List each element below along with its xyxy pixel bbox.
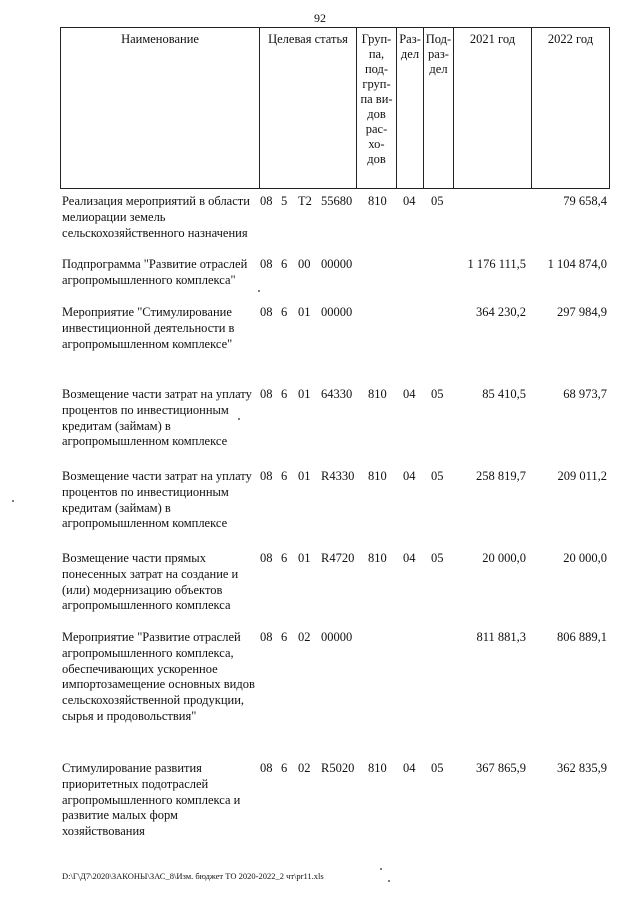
row-code-a: 08 [260,630,273,644]
row-code-d: R4720 [321,551,355,565]
row-name: Стимулирование развития приоритетных подотраслей агропромышленного комплекса и развитие малых форм хозяйствования [62,761,241,839]
row-subsection: 05 [431,761,444,775]
row-code-b: 5 [281,194,288,208]
row-code-b: 6 [281,469,288,483]
header-subsection: Под- раз- дел [424,28,454,188]
row-code-a: 08 [260,551,273,565]
scan-speck [238,418,240,420]
row-code-d: 64330 [321,387,353,401]
header-name: Наименование [61,28,260,188]
row-section: 04 [403,387,416,401]
row-name: Подпрограмма "Развитие отраслей агропромышленного комплекса" [62,257,248,287]
table-header [60,27,610,189]
row-code-b: 6 [281,761,288,775]
row-name: Возмещение части затрат на уплату процентов по инвестиционным кредитам (займам) в агропромышленном комплексе [62,387,252,449]
row-group: 810 [368,387,387,401]
row-code-c: 01 [298,305,311,319]
header-2021: 2021 год [454,28,532,188]
row-2022: 806 889,1 [557,630,607,644]
row-code-c: 01 [298,387,311,401]
footer-file-path: D:\Г\Д7\2020\ЗАКОНЫ\ЗАС_8\Изм. бюджет ТО 2020-2022_2 чт\pr11.xls [62,871,324,881]
row-2022: 68 973,7 [563,387,607,401]
page-number: 92 [314,11,326,25]
header-group: Груп- па, под- груп- па ви- дов рас- хо- дов [357,28,397,188]
row-section: 04 [403,194,416,208]
row-subsection: 05 [431,551,444,565]
row-group: 810 [368,761,387,775]
row-code-b: 6 [281,257,288,271]
row-name: Возмещение части прямых понесенных затрат на создание и (или) модернизацию объектов агропромышленного комплекса [62,551,239,613]
row-code-b: 6 [281,305,288,319]
row-code-b: 6 [281,551,288,565]
row-2022: 362 835,9 [557,761,607,775]
scan-speck [388,880,390,882]
scan-speck [380,868,382,870]
row-code-c: 01 [298,551,311,565]
row-subsection: 05 [431,194,444,208]
row-name: Возмещение части затрат на уплату процентов по инвестиционным кредитам (займам) в агропромышленном комплексе [62,469,252,531]
header-section: Раз- дел [397,28,424,188]
row-code-a: 08 [260,469,273,483]
row-code-a: 08 [260,761,273,775]
row-section: 04 [403,551,416,565]
row-2021: 20 000,0 [482,551,526,565]
row-subsection: 05 [431,469,444,483]
row-code-a: 08 [260,194,273,208]
row-code-d: 00000 [321,305,353,319]
row-2022: 20 000,0 [563,551,607,565]
row-code-d: 55680 [321,194,353,208]
row-2021: 364 230,2 [476,305,526,319]
row-code-c: 00 [298,257,311,271]
row-section: 04 [403,469,416,483]
header-target: Целевая статья [260,28,357,188]
row-code-c: Т2 [298,194,312,208]
row-group: 810 [368,551,387,565]
row-2021: 367 865,9 [476,761,526,775]
row-group: 810 [368,469,387,483]
row-2022: 79 658,4 [563,194,607,208]
row-name: Мероприятие "Развитие отраслей агропромышленного комплекса, обеспечивающих ускоренное импортозамещение основных видов сельскохозяйственной продукции, сырья и продовольствия" [62,630,255,723]
row-section: 04 [403,761,416,775]
row-code-b: 6 [281,630,288,644]
row-name: Реализация мероприятий в области мелиорации земель сельскохозяйственного назначения [62,194,250,240]
row-group: 810 [368,194,387,208]
row-code-a: 08 [260,387,273,401]
row-2022: 297 984,9 [557,305,607,319]
row-2022: 209 011,2 [557,469,607,483]
row-2022: 1 104 874,0 [547,257,607,271]
row-code-d: 00000 [321,630,353,644]
row-2021: 85 410,5 [482,387,526,401]
header-2022: 2022 год [547,32,594,46]
row-code-c: 02 [298,630,311,644]
row-code-d: 00000 [321,257,353,271]
row-code-d: R5020 [321,761,355,775]
row-code-a: 08 [260,257,273,271]
row-2021: 1 176 111,5 [467,257,526,271]
row-code-d: R4330 [321,469,355,483]
row-2021: 811 881,3 [476,630,526,644]
row-code-b: 6 [281,387,288,401]
row-code-a: 08 [260,305,273,319]
scan-speck [12,500,14,502]
row-code-c: 01 [298,469,311,483]
row-name: Мероприятие "Стимулирование инвестиционной деятельности в агропромышленном комплексе" [62,305,235,351]
row-code-c: 02 [298,761,311,775]
scan-speck [258,290,260,292]
row-2021: 258 819,7 [476,469,526,483]
row-subsection: 05 [431,387,444,401]
